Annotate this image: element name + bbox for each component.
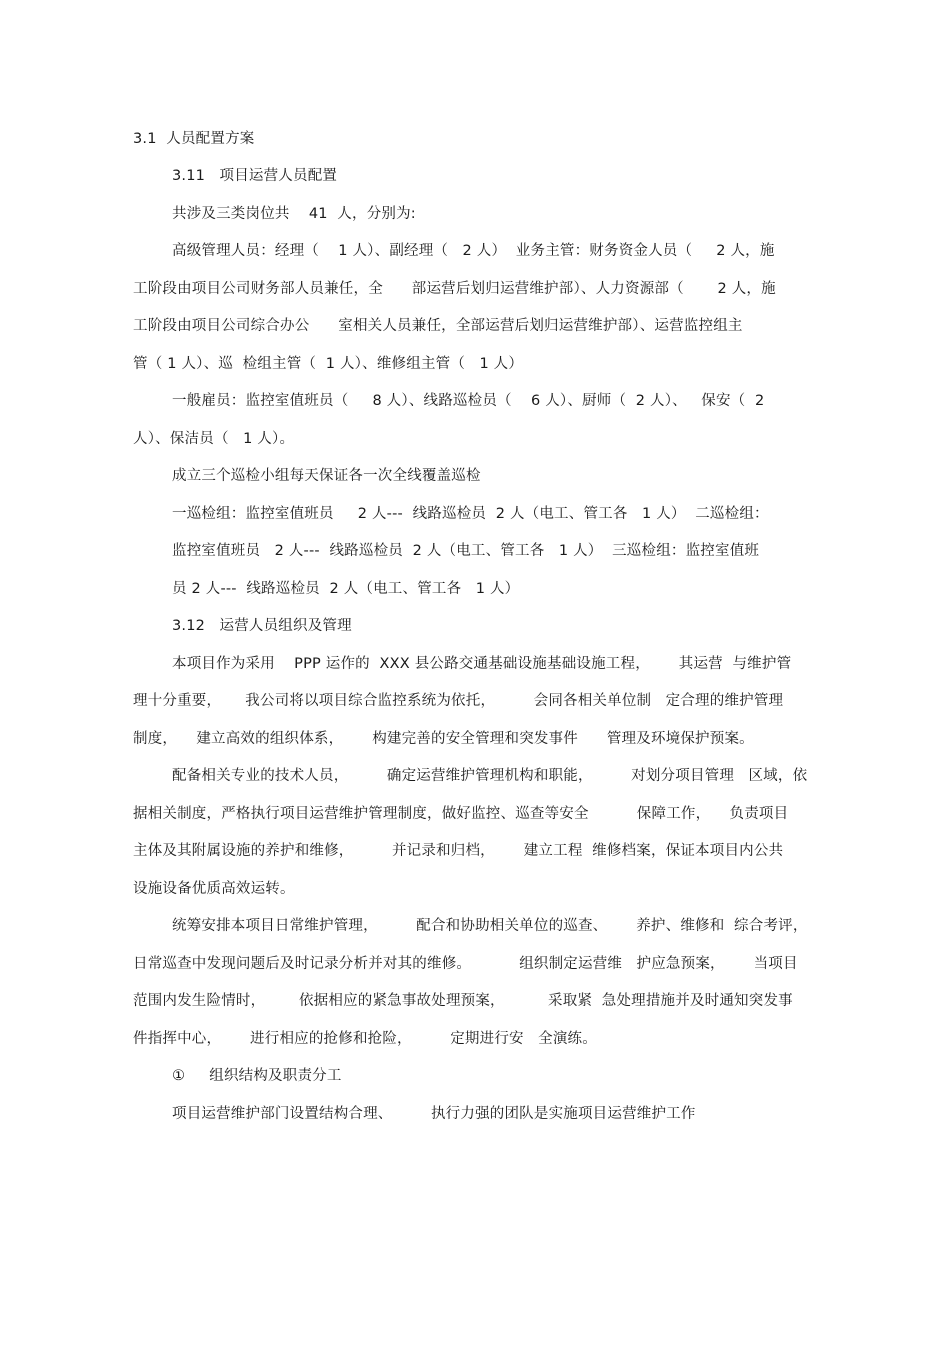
subsection-heading-3-12: 3.12 运营人员组织及管理	[172, 618, 352, 634]
text-line: 一巡检组：监控室值班员 2 人--- 线路巡检员 2 人（电工、管工各 1 人） 二巡检组：	[172, 506, 769, 522]
text-line: 人）、保洁员（ 1 人）。	[133, 431, 295, 447]
text-line: 工阶段由项目公司财务部人员兼任，全 部运营后划归运营维护部）、人力资源部（ 2 人，施	[133, 281, 776, 297]
text-line: 理十分重要， 我公司将以项目综合监控系统为依托， 会同各相关单位制 定合理的维护管理	[133, 693, 784, 709]
text-line: 一般雇员：监控室值班员（ 8 人）、线路巡检员（ 6 人）、厨师（ 2 人）、 保安（ 2	[172, 393, 765, 409]
subsection-heading-3-11: 3.11 项目运营人员配置	[172, 168, 338, 184]
text-line: 范围内发生险情时， 依据相应的紧急事故处理预案， 采取紧 急处理措施并及时通知突发事	[133, 993, 793, 1009]
text-line: 日常巡查中发现问题后及时记录分析并对其的维修。 组织制定运营维 护应急预案， 当项目	[133, 956, 798, 972]
text-line: 高级管理人员：经理（ 1 人）、副经理（ 2 人） 业务主管：财务资金人员（ 2 人，施	[172, 243, 775, 259]
text-line: 设施设备优质高效运转。	[133, 881, 295, 897]
text-line: 统筹安排本项目日常维护管理， 配合和协助相关单位的巡查、 养护、维修和 综合考评，	[172, 918, 808, 934]
text-line: 工阶段由项目公司综合办公 室相关人员兼任，全部运营后划归运营维护部）、运营监控组主	[133, 318, 743, 334]
text-line: 件指挥中心， 进行相应的抢修和抢险， 定期进行安 全演练。	[133, 1031, 597, 1047]
text-line: 员 2 人--- 线路巡检员 2 人（电工、管工各 1 人）	[172, 581, 520, 597]
text-line: 制度， 建立高效的组织体系， 构建完善的安全管理和突发事件 管理及环境保护预案。	[133, 731, 754, 747]
text-line: 监控室值班员 2 人--- 线路巡检员 2 人（电工、管工各 1 人） 三巡检组：监控室值班	[172, 543, 760, 559]
text-line: 共涉及三类岗位共 41 人，分别为:	[172, 206, 416, 222]
list-item-heading: ① 组织结构及职责分工	[172, 1068, 342, 1084]
text-line: 配备相关专业的技术人员， 确定运营维护管理机构和职能， 对划分项目管理 区域，依	[172, 768, 808, 784]
text-line: 主体及其附属设施的养护和维修， 并记录和归档， 建立工程 维修档案，保证本项目内公共	[133, 843, 784, 859]
text-line: 本项目作为采用 PPP 运作的 XXX 县公路交通基础设施基础设施工程， 其运营 与维护管	[172, 656, 792, 672]
text-line: 管（ 1 人）、巡 检组主管（ 1 人）、维修组主管（ 1 人）	[133, 356, 524, 372]
text-line: 据相关制度，严格执行项目运营维护管理制度，做好监控、巡查等安全 保障工作， 负责项目	[133, 806, 789, 822]
text-line: 成立三个巡检小组每天保证各一次全线覆盖巡检	[172, 468, 481, 484]
text-line: 项目运营维护部门设置结构合理、 执行力强的团队是实施项目运营维护工作	[172, 1106, 696, 1122]
section-heading-3-1: 3.1 人员配置方案	[133, 131, 255, 147]
